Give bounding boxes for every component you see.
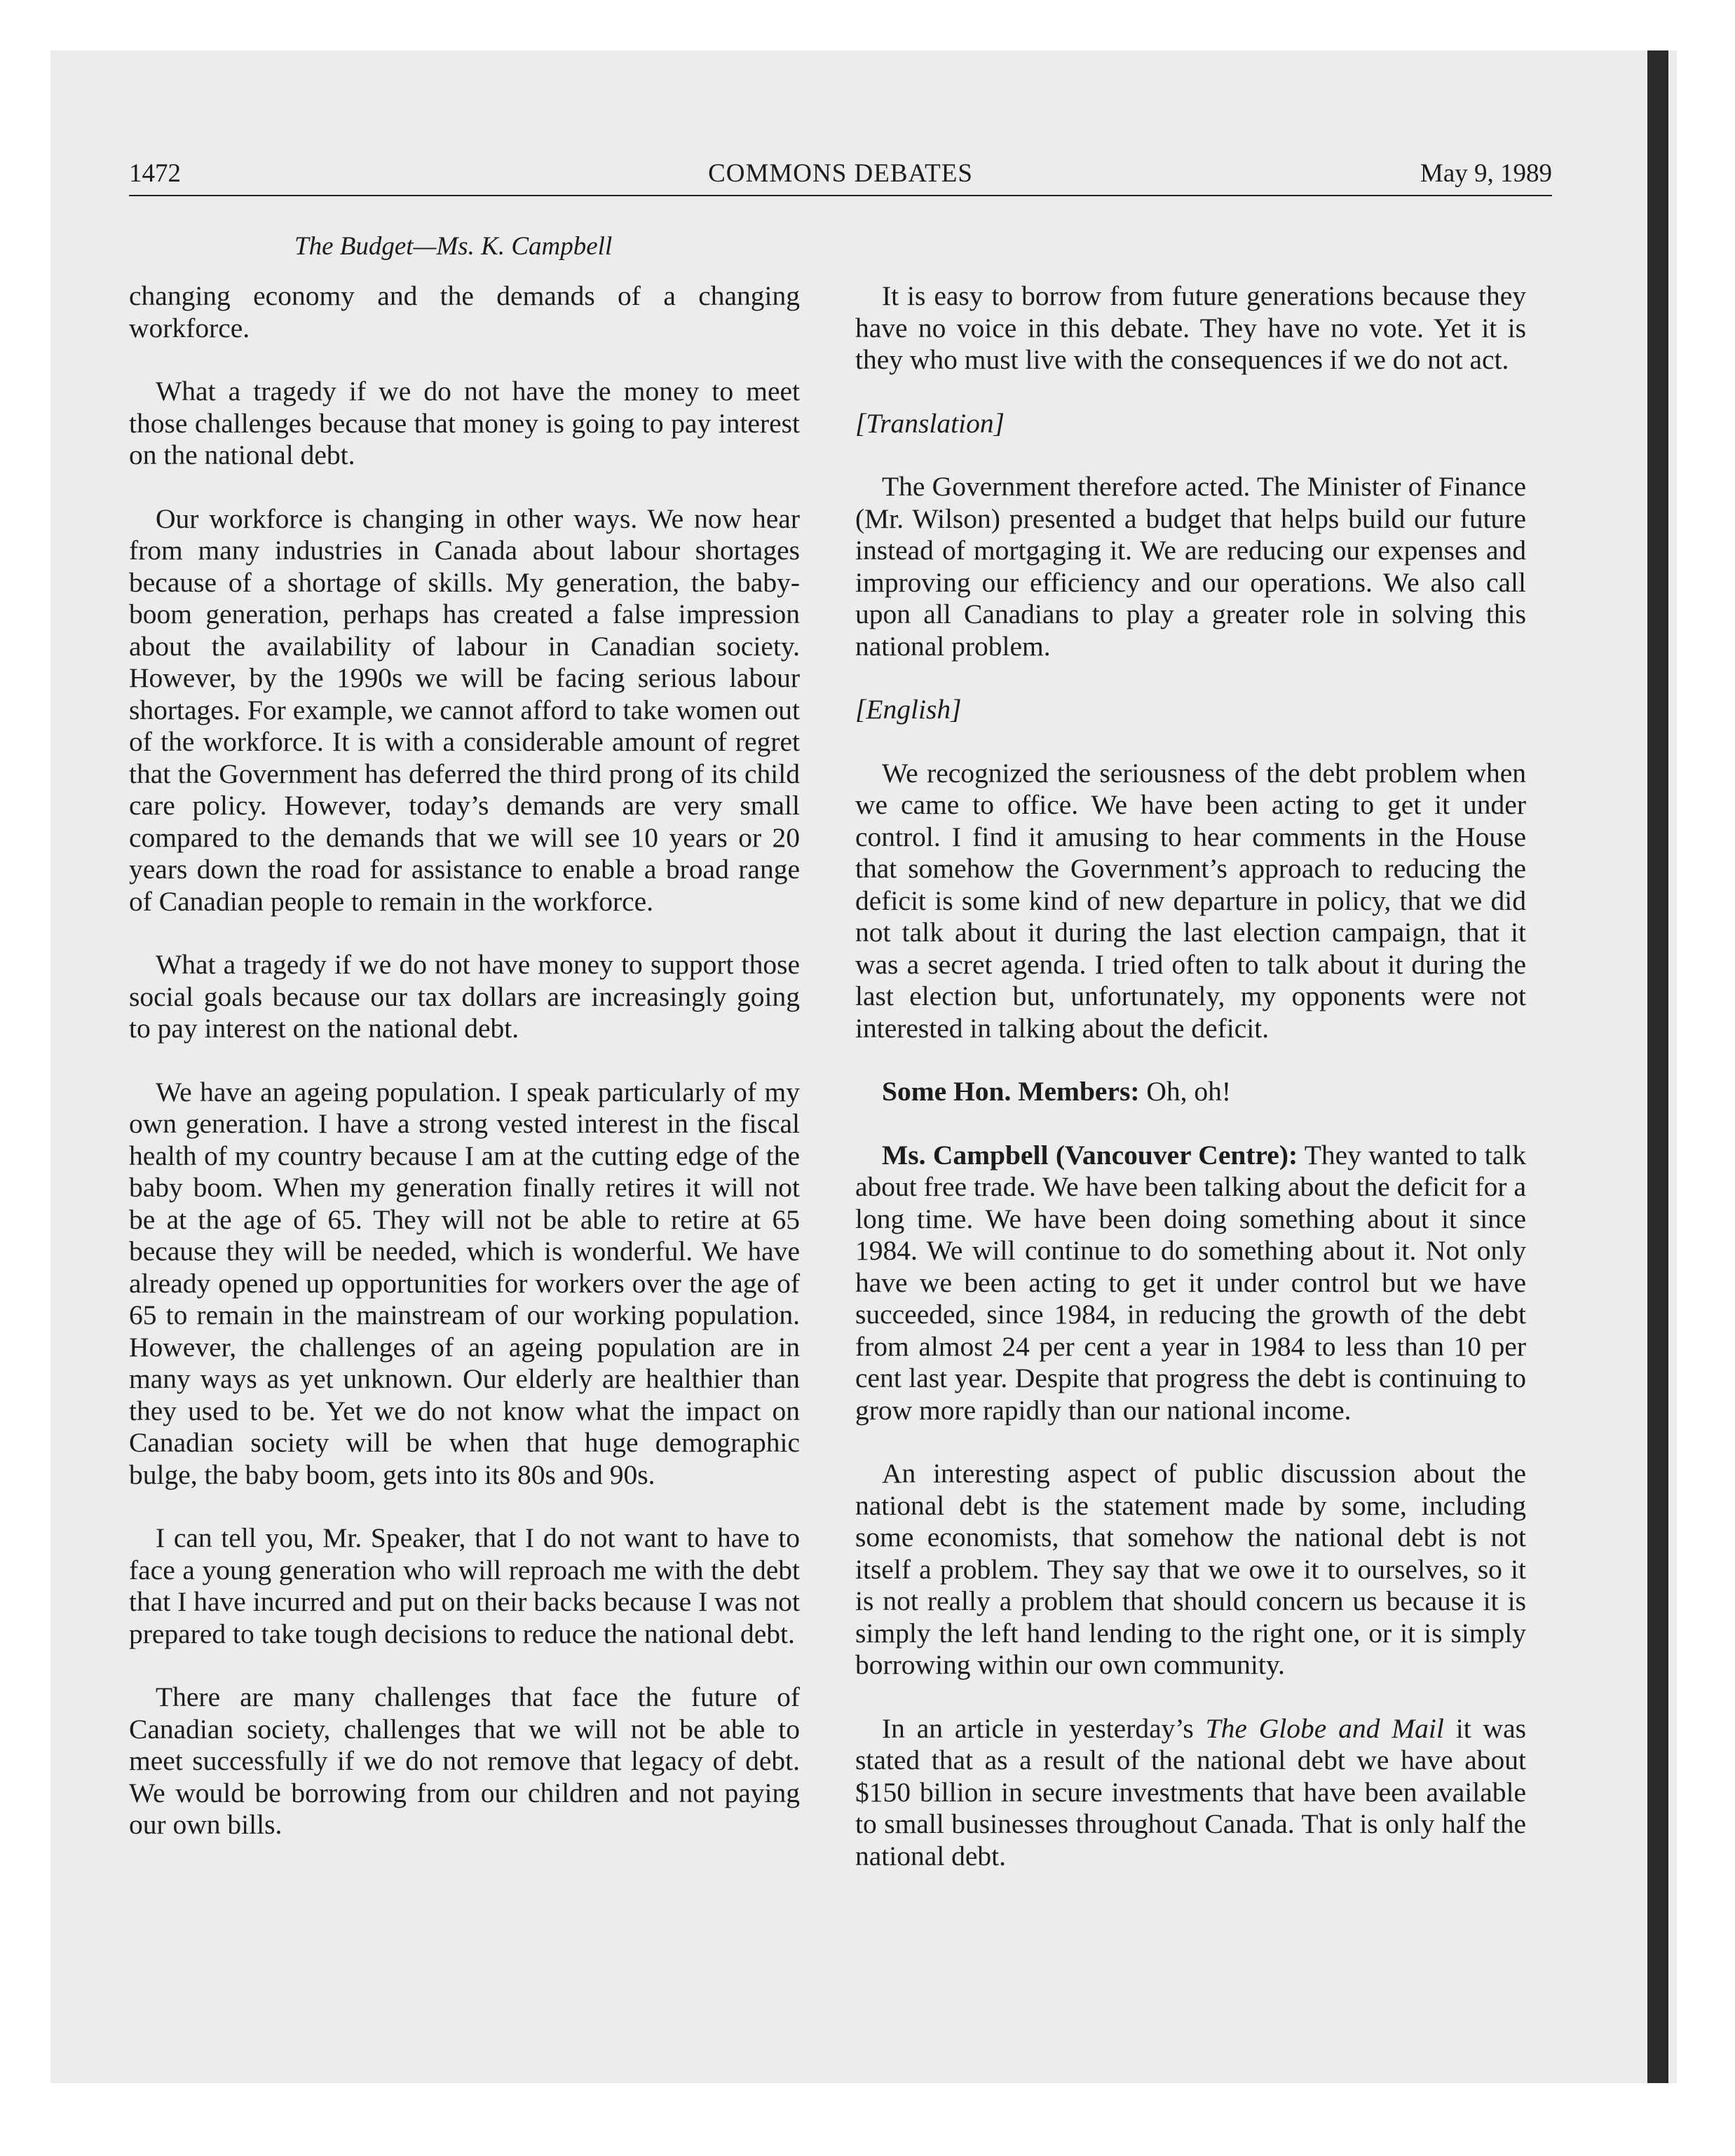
paragraph bbox=[855, 1713, 1526, 1873]
publication-title: COMMONS DEBATES bbox=[708, 159, 973, 188]
scan-binding-edge bbox=[1647, 50, 1668, 2083]
paragraph: An interesting aspect of public discussion about the national debt is the statement made by some, including some economists, that somehow the national debt is not itself a problem. They say that we owe it to ourselves, so it is not really a problem that should concern us because it is simply the left hand lending to the right one, or it is simply borrowing within our own community. bbox=[855, 1458, 1526, 1680]
english-note: [English] bbox=[855, 694, 962, 725]
running-head: The Budget—Ms. K. Campbell bbox=[294, 232, 613, 261]
text-run: In an article in yesterday’s bbox=[882, 1712, 1206, 1744]
paragraph: We recognized the seriousness of the debt problem when we came to office. We have been acting to get it under control. I find it amusing to hear comments in the House that somehow the Government’s approach to reducing the deficit is some kind of new departure in policy, that we did not talk about it during the last election campaign, that it was a secret agenda. I tried often to talk about it during the last election but, unfortunately, my opponents were not interested in talking about the deficit. bbox=[855, 757, 1526, 1044]
paragraph: What a tragedy if we do not have the money to meet those challenges because that money is going to pay interest on the national debt. bbox=[129, 376, 800, 470]
speech-paragraph bbox=[855, 1140, 1526, 1427]
speech-text: They wanted to talk about free trade. We have been talking about the deficit for a long time. We have been doing something about it since 1984. We will continue to do something about it. Not only have we been acting to get it under control but we have succeeded, since 1984, in reducing the growth of the debt from almost 24 per cent a year in 1984 to less than 10 per cent last year. Despite that progress the debt is continuing to grow more rapidly than our national income. bbox=[855, 1139, 1526, 1426]
paragraph: I can tell you, Mr. Speaker, that I do not want to have to face a young generation who will reproach me with the debt that I have incurred and put on their backs because I was not prepared to take tough decisions to reduce the national debt. bbox=[129, 1522, 800, 1649]
newspaper-title: The Globe and Mail bbox=[1205, 1712, 1444, 1744]
paragraph: We have an ageing population. I speak particularly of my own generation. I have a strong vested interest in the fiscal health of my country because I am at the cutting edge of the baby boom. When my generation finally retires it will not be at the age of 65. They will not be able to retire at 65 because they will be needed, which is wonderful. We have already opened up opportunities for workers over the age of 65 to remain in the mainstream of our working population. However, the challenges of an ageing population are in many ways as yet unknown. Our elderly are healthier than they used to be. Yet we do not know what the impact on Canadian society will be when that huge demographic bulge, the baby boom, gets into its 80s and 90s. bbox=[129, 1076, 800, 1490]
page-number: 1472 bbox=[129, 159, 181, 188]
sitting-date: May 9, 1989 bbox=[1420, 159, 1552, 188]
paragraph: What a tragedy if we do not have money to support those social goals because our tax dollars are increasingly going to pay interest on the national debt. bbox=[129, 949, 800, 1044]
left-column bbox=[129, 280, 800, 1873]
paragraph: It is easy to borrow from future generations because they have no voice in this debate. They have no vote. Yet it is they who must live with the consequences if we do not act. bbox=[855, 280, 1526, 375]
paragraph: Our workforce is changing in other ways. We now hear from many industries in Canada about labour shortages because of a shortage of skills. My generation, the baby-boom generation, perhaps has created a false impression about the availability of labour in Canadian society. However, by the 1990s we will be facing serious labour shortages. For example, we cannot afford to take women out of the workforce. It is with a considerable amount of regret that the Government has deferred the third prong of its child care policy. However, today’s demands are very small compared to the demands that we will see 10 years or 20 years down the road for assistance to enable a broad range of Canadian people to remain in the workforce. bbox=[129, 503, 800, 917]
translation-note: [Translation] bbox=[855, 407, 1005, 439]
paragraph: changing economy and the demands of a changing workforce. bbox=[129, 280, 800, 343]
speaker-label: Ms. Campbell (Vancouver Centre): bbox=[882, 1139, 1298, 1171]
speaker-label: Some Hon. Members: bbox=[882, 1076, 1140, 1107]
paragraph: The Government therefore acted. The Minister of Finance (Mr. Wilson) presented a budget that helps build our future instead of mortgaging it. We are reducing our expenses and improving our efficiency and our operations. We also call upon all Canadians to play a greater role in solving this national problem. bbox=[855, 471, 1526, 662]
paragraph: There are many challenges that face the future of Canadian society, challenges that we will not be able to meet successfully if we do not remove that legacy of debt. We would be borrowing from our children and not paying our own bills. bbox=[129, 1681, 800, 1840]
text-run: it was stated that as a result of the national debt we have about $150 billion in secure investments that have been available to small businesses throughout Canada. That is only half the national debt. bbox=[855, 1712, 1526, 1871]
interjection-text: Oh, oh! bbox=[1139, 1076, 1232, 1107]
page-header bbox=[129, 153, 1552, 196]
right-column bbox=[855, 280, 1526, 1904]
interjection bbox=[855, 1076, 1526, 1108]
